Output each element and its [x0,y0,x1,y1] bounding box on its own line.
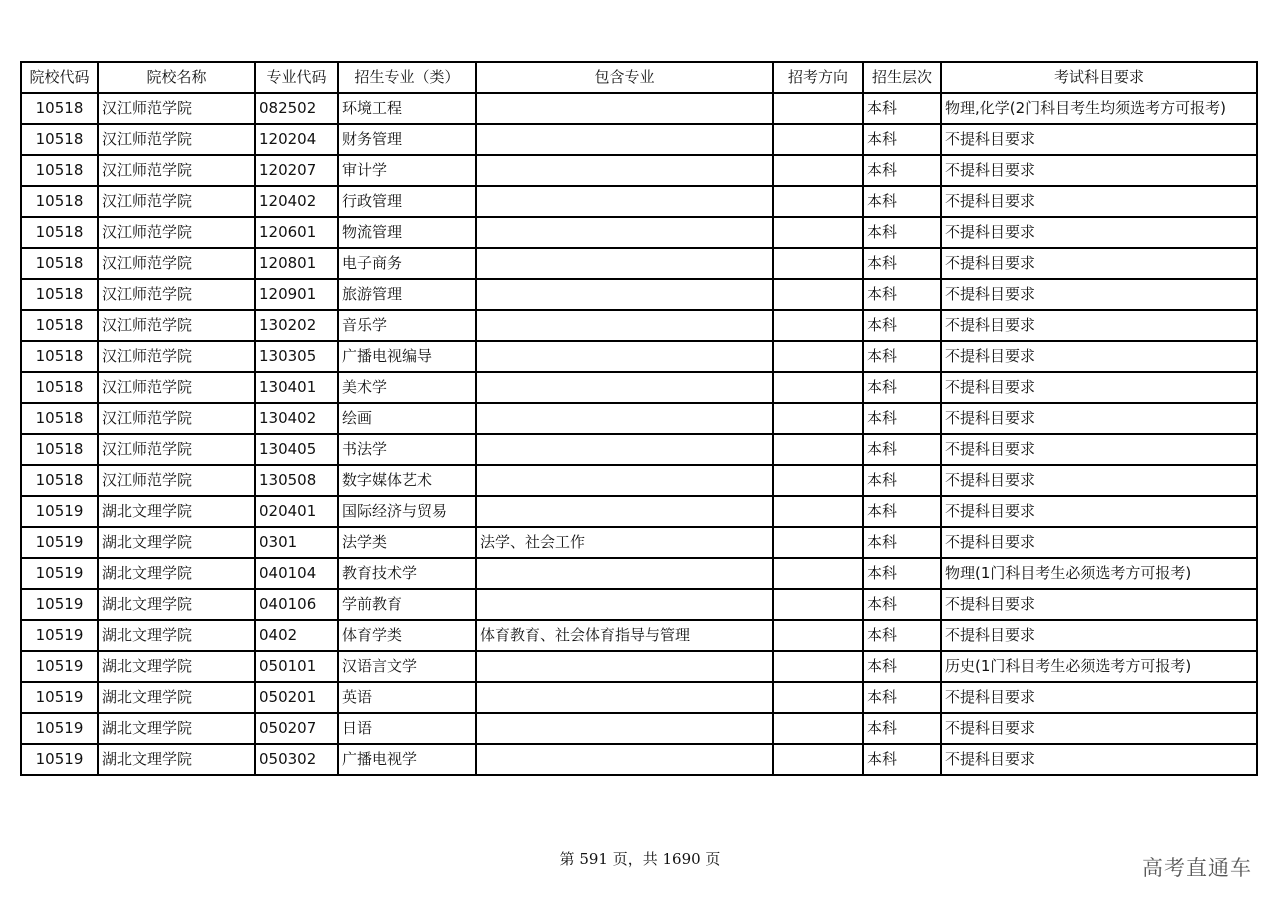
cell-direction [773,651,863,682]
cell-subject-requirement: 不提科目要求 [941,465,1257,496]
cell-included-majors [476,279,773,310]
cell-school-code: 10519 [21,713,98,744]
cell-major-code: 120601 [255,217,338,248]
cell-level: 本科 [863,558,941,589]
table-row [21,496,1257,527]
cell-school-name: 湖北文理学院 [98,713,255,744]
cell-school-name: 湖北文理学院 [98,651,255,682]
cell-school-code: 10518 [21,279,98,310]
cell-school-code: 10518 [21,465,98,496]
cell-subject-requirement: 物理,化学(2门科目考生均须选考方可报考) [941,93,1257,124]
cell-major-name: 广播电视学 [338,744,476,775]
cell-major-name: 环境工程 [338,93,476,124]
watermark: 高考直通车 [1142,856,1252,880]
cell-level: 本科 [863,93,941,124]
table-row [21,155,1257,186]
column-header-subject-requirement: 考试科目要求 [941,62,1257,93]
table-row [21,434,1257,465]
cell-level: 本科 [863,496,941,527]
cell-major-code: 130508 [255,465,338,496]
cell-level: 本科 [863,372,941,403]
cell-subject-requirement: 不提科目要求 [941,341,1257,372]
cell-major-code: 120402 [255,186,338,217]
cell-school-name: 湖北文理学院 [98,527,255,558]
cell-level: 本科 [863,620,941,651]
cell-school-name: 汉江师范学院 [98,217,255,248]
cell-major-name: 行政管理 [338,186,476,217]
cell-school-name: 湖北文理学院 [98,558,255,589]
cell-direction [773,620,863,651]
table-row [21,217,1257,248]
cell-included-majors [476,651,773,682]
cell-direction [773,124,863,155]
cell-level: 本科 [863,217,941,248]
table-row [21,372,1257,403]
cell-included-majors [476,341,773,372]
cell-subject-requirement: 不提科目要求 [941,248,1257,279]
cell-major-code: 130402 [255,403,338,434]
cell-level: 本科 [863,465,941,496]
cell-level: 本科 [863,589,941,620]
cell-subject-requirement: 不提科目要求 [941,372,1257,403]
cell-subject-requirement: 不提科目要求 [941,434,1257,465]
table-row [21,651,1257,682]
cell-level: 本科 [863,682,941,713]
cell-major-name: 旅游管理 [338,279,476,310]
table-row [21,310,1257,341]
cell-major-name: 电子商务 [338,248,476,279]
cell-major-name: 绘画 [338,403,476,434]
table-row [21,744,1257,775]
cell-school-code: 10518 [21,155,98,186]
cell-level: 本科 [863,248,941,279]
table-row [21,682,1257,713]
cell-included-majors [476,93,773,124]
page-number: 第 591 页，共 1690 页 [559,850,721,868]
table-row [21,465,1257,496]
cell-direction [773,155,863,186]
cell-subject-requirement: 不提科目要求 [941,713,1257,744]
table-row [21,527,1257,558]
cell-school-code: 10518 [21,310,98,341]
cell-subject-requirement: 不提科目要求 [941,279,1257,310]
cell-school-code: 10519 [21,558,98,589]
cell-direction [773,248,863,279]
cell-direction [773,403,863,434]
cell-school-name: 汉江师范学院 [98,310,255,341]
cell-major-name: 教育技术学 [338,558,476,589]
cell-included-majors [476,403,773,434]
cell-major-code: 120801 [255,248,338,279]
cell-subject-requirement: 不提科目要求 [941,589,1257,620]
table-row [21,558,1257,589]
cell-major-name: 物流管理 [338,217,476,248]
cell-school-code: 10519 [21,527,98,558]
cell-school-code: 10519 [21,744,98,775]
cell-included-majors [476,713,773,744]
cell-included-majors [476,310,773,341]
cell-school-name: 汉江师范学院 [98,186,255,217]
cell-subject-requirement: 历史(1门科目考生必须选考方可报考) [941,651,1257,682]
cell-level: 本科 [863,279,941,310]
cell-school-name: 汉江师范学院 [98,155,255,186]
cell-level: 本科 [863,434,941,465]
cell-included-majors [476,124,773,155]
table-row [21,186,1257,217]
cell-school-name: 湖北文理学院 [98,744,255,775]
cell-subject-requirement: 不提科目要求 [941,186,1257,217]
column-header-school-name: 院校名称 [98,62,255,93]
cell-major-code: 082502 [255,93,338,124]
cell-major-name: 美术学 [338,372,476,403]
cell-major-code: 020401 [255,496,338,527]
cell-major-code: 040104 [255,558,338,589]
cell-subject-requirement: 不提科目要求 [941,496,1257,527]
cell-school-code: 10518 [21,186,98,217]
cell-direction [773,217,863,248]
cell-major-name: 国际经济与贸易 [338,496,476,527]
cell-major-name: 财务管理 [338,124,476,155]
cell-included-majors: 体育教育、社会体育指导与管理 [476,620,773,651]
cell-subject-requirement: 不提科目要求 [941,682,1257,713]
cell-direction [773,558,863,589]
cell-school-code: 10518 [21,341,98,372]
cell-major-name: 体育学类 [338,620,476,651]
table-row [21,93,1257,124]
cell-subject-requirement: 不提科目要求 [941,310,1257,341]
cell-level: 本科 [863,155,941,186]
cell-level: 本科 [863,310,941,341]
cell-included-majors [476,558,773,589]
cell-major-code: 050101 [255,651,338,682]
cell-major-code: 130202 [255,310,338,341]
cell-direction [773,341,863,372]
cell-school-code: 10519 [21,620,98,651]
cell-level: 本科 [863,403,941,434]
cell-direction [773,496,863,527]
cell-school-name: 汉江师范学院 [98,434,255,465]
cell-subject-requirement: 不提科目要求 [941,217,1257,248]
cell-included-majors [476,186,773,217]
table-row [21,279,1257,310]
cell-major-name: 审计学 [338,155,476,186]
cell-subject-requirement: 不提科目要求 [941,744,1257,775]
cell-direction [773,372,863,403]
cell-level: 本科 [863,186,941,217]
admission-table [20,61,1258,776]
cell-subject-requirement: 物理(1门科目考生必须选考方可报考) [941,558,1257,589]
cell-major-name: 汉语言文学 [338,651,476,682]
cell-major-code: 130401 [255,372,338,403]
cell-major-name: 法学类 [338,527,476,558]
cell-school-code: 10519 [21,496,98,527]
cell-school-name: 汉江师范学院 [98,403,255,434]
cell-direction [773,744,863,775]
cell-included-majors [476,744,773,775]
column-header-major-name: 招生专业（类） [338,62,476,93]
cell-school-code: 10518 [21,434,98,465]
cell-major-code: 120207 [255,155,338,186]
cell-school-code: 10518 [21,372,98,403]
cell-major-name: 广播电视编导 [338,341,476,372]
cell-level: 本科 [863,744,941,775]
cell-major-name: 音乐学 [338,310,476,341]
table-row [21,124,1257,155]
cell-level: 本科 [863,527,941,558]
table-row [21,620,1257,651]
cell-included-majors [476,248,773,279]
column-header-school-code: 院校代码 [21,62,98,93]
cell-subject-requirement: 不提科目要求 [941,155,1257,186]
cell-direction [773,279,863,310]
cell-major-code: 120204 [255,124,338,155]
cell-direction [773,589,863,620]
cell-major-name: 学前教育 [338,589,476,620]
cell-major-code: 050207 [255,713,338,744]
cell-included-majors [476,465,773,496]
table-row [21,341,1257,372]
table-row [21,713,1257,744]
cell-school-name: 汉江师范学院 [98,93,255,124]
cell-school-code: 10519 [21,682,98,713]
cell-subject-requirement: 不提科目要求 [941,527,1257,558]
column-header-major-code: 专业代码 [255,62,338,93]
table-body [21,93,1257,775]
cell-level: 本科 [863,651,941,682]
cell-direction [773,310,863,341]
cell-school-code: 10518 [21,93,98,124]
column-header-level: 招生层次 [863,62,941,93]
cell-direction [773,527,863,558]
table-row [21,248,1257,279]
table-row [21,403,1257,434]
cell-school-name: 汉江师范学院 [98,124,255,155]
cell-major-code: 120901 [255,279,338,310]
cell-direction [773,465,863,496]
cell-included-majors: 法学、社会工作 [476,527,773,558]
cell-school-code: 10518 [21,217,98,248]
cell-major-code: 130405 [255,434,338,465]
cell-school-name: 湖北文理学院 [98,496,255,527]
cell-school-name: 汉江师范学院 [98,279,255,310]
cell-included-majors [476,682,773,713]
cell-subject-requirement: 不提科目要求 [941,124,1257,155]
cell-major-code: 050201 [255,682,338,713]
cell-school-code: 10518 [21,403,98,434]
cell-school-name: 汉江师范学院 [98,372,255,403]
cell-school-code: 10519 [21,589,98,620]
cell-major-name: 书法学 [338,434,476,465]
table-row [21,589,1257,620]
cell-major-name: 英语 [338,682,476,713]
cell-direction [773,93,863,124]
cell-school-code: 10519 [21,651,98,682]
table-header-row [21,62,1257,93]
cell-level: 本科 [863,124,941,155]
cell-school-name: 汉江师范学院 [98,248,255,279]
cell-school-name: 汉江师范学院 [98,341,255,372]
cell-major-code: 0402 [255,620,338,651]
cell-direction [773,186,863,217]
cell-school-name: 汉江师范学院 [98,465,255,496]
cell-included-majors [476,217,773,248]
cell-included-majors [476,372,773,403]
cell-major-code: 130305 [255,341,338,372]
cell-major-name: 数字媒体艺术 [338,465,476,496]
cell-school-name: 湖北文理学院 [98,682,255,713]
cell-major-name: 日语 [338,713,476,744]
cell-school-name: 湖北文理学院 [98,589,255,620]
cell-included-majors [476,434,773,465]
cell-major-code: 0301 [255,527,338,558]
cell-school-code: 10518 [21,124,98,155]
cell-subject-requirement: 不提科目要求 [941,620,1257,651]
cell-included-majors [476,589,773,620]
cell-included-majors [476,496,773,527]
cell-school-name: 湖北文理学院 [98,620,255,651]
cell-direction [773,434,863,465]
cell-included-majors [476,155,773,186]
cell-subject-requirement: 不提科目要求 [941,403,1257,434]
cell-major-code: 050302 [255,744,338,775]
cell-direction [773,682,863,713]
column-header-included-majors: 包含专业 [476,62,773,93]
cell-level: 本科 [863,713,941,744]
cell-school-code: 10518 [21,248,98,279]
column-header-direction: 招考方向 [773,62,863,93]
cell-level: 本科 [863,341,941,372]
cell-direction [773,713,863,744]
cell-major-code: 040106 [255,589,338,620]
